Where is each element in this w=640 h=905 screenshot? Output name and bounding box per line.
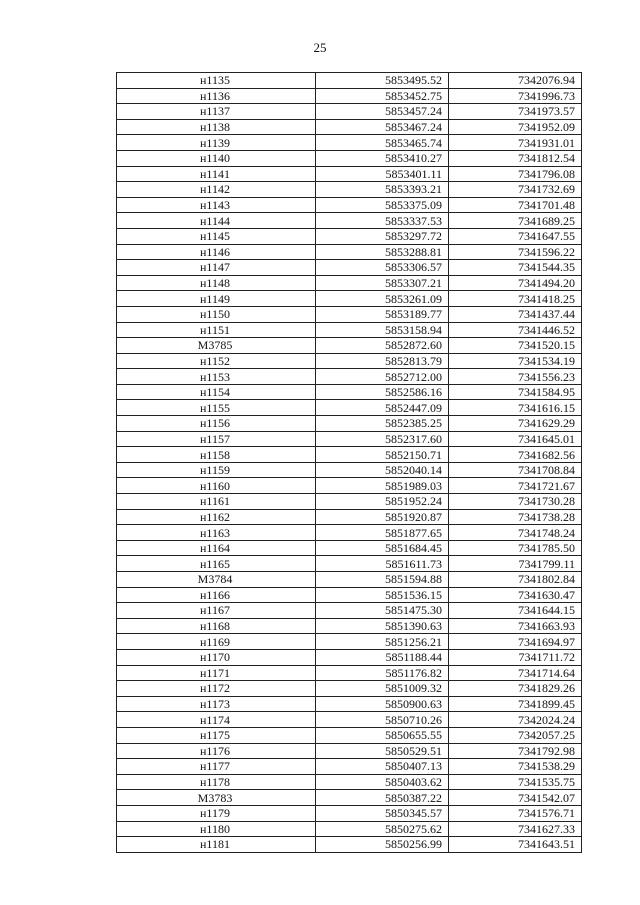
x-coordinate-cell: 5850900.63 [316,696,449,712]
table-row [117,681,582,697]
x-coordinate-cell: 5851009.32 [316,681,449,697]
table-row [117,727,582,743]
x-coordinate-cell: 5851684.45 [316,540,449,556]
y-coordinate-cell: 7341544.35 [449,260,582,276]
table-row [117,774,582,790]
x-coordinate-cell: 5851176.82 [316,665,449,681]
x-coordinate-cell: 5853410.27 [316,150,449,166]
x-coordinate-cell: 5851188.44 [316,649,449,665]
table-row [117,634,582,650]
point-id-cell: М3783 [117,790,316,806]
y-coordinate-cell: 7341645.01 [449,431,582,447]
point-id-cell: н1153 [117,369,316,385]
y-coordinate-cell: 7341785.50 [449,540,582,556]
point-id-cell: н1177 [117,759,316,775]
x-coordinate-cell: 5852040.14 [316,462,449,478]
table-row [117,837,582,853]
y-coordinate-cell: 7341973.57 [449,104,582,120]
x-coordinate-cell: 5853375.09 [316,197,449,213]
y-coordinate-cell: 7341584.95 [449,384,582,400]
table-row [117,166,582,182]
point-id-cell: н1141 [117,166,316,182]
x-coordinate-cell: 5853495.52 [316,73,449,89]
y-coordinate-cell: 7341647.55 [449,228,582,244]
table-row [117,665,582,681]
point-id-cell: н1152 [117,353,316,369]
table-row [117,306,582,322]
table-row [117,556,582,572]
point-id-cell: н1174 [117,712,316,728]
table-row [117,353,582,369]
y-coordinate-cell: 7341689.25 [449,213,582,229]
y-coordinate-cell: 7341576.71 [449,805,582,821]
table-row [117,88,582,104]
point-id-cell: М3785 [117,338,316,354]
x-coordinate-cell: 5850275.62 [316,821,449,837]
point-id-cell: н1172 [117,681,316,697]
point-id-cell: н1145 [117,228,316,244]
point-id-cell: н1171 [117,665,316,681]
table-row [117,275,582,291]
point-id-cell: н1139 [117,135,316,151]
x-coordinate-cell: 5852150.71 [316,447,449,463]
y-coordinate-cell: 7341418.25 [449,291,582,307]
y-coordinate-cell: 7341446.52 [449,322,582,338]
point-id-cell: н1179 [117,805,316,821]
table-row [117,525,582,541]
point-id-cell: н1180 [117,821,316,837]
x-coordinate-cell: 5851877.65 [316,525,449,541]
table-row [117,805,582,821]
table-row [117,228,582,244]
point-id-cell: н1169 [117,634,316,650]
table-row [117,540,582,556]
coordinates-table [116,72,582,853]
point-id-cell: н1137 [117,104,316,120]
table-row [117,322,582,338]
y-coordinate-cell: 7341663.93 [449,618,582,634]
x-coordinate-cell: 5850387.22 [316,790,449,806]
point-id-cell: н1175 [117,727,316,743]
y-coordinate-cell: 7341732.69 [449,182,582,198]
y-coordinate-cell: 7341538.29 [449,759,582,775]
x-coordinate-cell: 5853189.77 [316,306,449,322]
x-coordinate-cell: 5853261.09 [316,291,449,307]
table-row [117,572,582,588]
table-row [117,509,582,525]
y-coordinate-cell: 7341520.15 [449,338,582,354]
table-row [117,587,582,603]
x-coordinate-cell: 5851920.87 [316,509,449,525]
x-coordinate-cell: 5851536.15 [316,587,449,603]
point-id-cell: н1135 [117,73,316,89]
table-row [117,416,582,432]
point-id-cell: н1157 [117,431,316,447]
y-coordinate-cell: 7341437.44 [449,306,582,322]
y-coordinate-cell: 7341711.72 [449,649,582,665]
x-coordinate-cell: 5853337.53 [316,213,449,229]
y-coordinate-cell: 7341708.84 [449,462,582,478]
x-coordinate-cell: 5850655.55 [316,727,449,743]
table-row [117,104,582,120]
point-id-cell: н1147 [117,260,316,276]
x-coordinate-cell: 5851256.21 [316,634,449,650]
x-coordinate-cell: 5853467.24 [316,119,449,135]
x-coordinate-cell: 5852813.79 [316,353,449,369]
y-coordinate-cell: 7341542.07 [449,790,582,806]
x-coordinate-cell: 5851390.63 [316,618,449,634]
y-coordinate-cell: 7342057.25 [449,727,582,743]
table-row [117,260,582,276]
point-id-cell: н1160 [117,478,316,494]
page-number: 25 [313,40,327,55]
table-row [117,73,582,89]
y-coordinate-cell: 7341952.09 [449,119,582,135]
point-id-cell: н1156 [117,416,316,432]
point-id-cell: н1168 [117,618,316,634]
x-coordinate-cell: 5850407.13 [316,759,449,775]
y-coordinate-cell: 7341714.64 [449,665,582,681]
x-coordinate-cell: 5851594.88 [316,572,449,588]
x-coordinate-cell: 5852317.60 [316,431,449,447]
point-id-cell: н1140 [117,150,316,166]
y-coordinate-cell: 7341596.22 [449,244,582,260]
y-coordinate-cell: 7341792.98 [449,743,582,759]
x-coordinate-cell: 5852712.00 [316,369,449,385]
point-id-cell: н1176 [117,743,316,759]
point-id-cell: М3784 [117,572,316,588]
table-row [117,447,582,463]
point-id-cell: н1159 [117,462,316,478]
y-coordinate-cell: 7341682.56 [449,447,582,463]
x-coordinate-cell: 5852872.60 [316,338,449,354]
x-coordinate-cell: 5852447.09 [316,400,449,416]
y-coordinate-cell: 7341630.47 [449,587,582,603]
y-coordinate-cell: 7341802.84 [449,572,582,588]
table-row [117,400,582,416]
point-id-cell: н1167 [117,603,316,619]
table-row [117,743,582,759]
table-row [117,197,582,213]
x-coordinate-cell: 5851475.30 [316,603,449,619]
y-coordinate-cell: 7341627.33 [449,821,582,837]
x-coordinate-cell: 5853158.94 [316,322,449,338]
x-coordinate-cell: 5850256.99 [316,837,449,853]
table-row [117,494,582,510]
point-id-cell: н1166 [117,587,316,603]
table-row [117,150,582,166]
point-id-cell: н1158 [117,447,316,463]
point-id-cell: н1143 [117,197,316,213]
y-coordinate-cell: 7341721.67 [449,478,582,494]
point-id-cell: н1170 [117,649,316,665]
point-id-cell: н1151 [117,322,316,338]
x-coordinate-cell: 5851952.24 [316,494,449,510]
point-id-cell: н1138 [117,119,316,135]
table-row [117,790,582,806]
point-id-cell: н1181 [117,837,316,853]
table-row [117,369,582,385]
y-coordinate-cell: 7341556.23 [449,369,582,385]
x-coordinate-cell: 5853307.21 [316,275,449,291]
x-coordinate-cell: 5852385.25 [316,416,449,432]
y-coordinate-cell: 7342024.24 [449,712,582,728]
y-coordinate-cell: 7341494.20 [449,275,582,291]
table-row [117,462,582,478]
x-coordinate-cell: 5853393.21 [316,182,449,198]
point-id-cell: н1136 [117,88,316,104]
point-id-cell: н1173 [117,696,316,712]
point-id-cell: н1178 [117,774,316,790]
table-row [117,135,582,151]
y-coordinate-cell: 7341701.48 [449,197,582,213]
table-row [117,182,582,198]
x-coordinate-cell: 5853306.57 [316,260,449,276]
table-row [117,431,582,447]
x-coordinate-cell: 5853465.74 [316,135,449,151]
y-coordinate-cell: 7341899.45 [449,696,582,712]
x-coordinate-cell: 5853288.81 [316,244,449,260]
x-coordinate-cell: 5853401.11 [316,166,449,182]
point-id-cell: н1162 [117,509,316,525]
table-row [117,821,582,837]
point-id-cell: н1144 [117,213,316,229]
y-coordinate-cell: 7341644.15 [449,603,582,619]
y-coordinate-cell: 7341629.29 [449,416,582,432]
y-coordinate-cell: 7341616.15 [449,400,582,416]
y-coordinate-cell: 7341730.28 [449,494,582,510]
coordinates-table-body [117,73,582,853]
point-id-cell: н1142 [117,182,316,198]
point-id-cell: н1155 [117,400,316,416]
y-coordinate-cell: 7341829.26 [449,681,582,697]
point-id-cell: н1161 [117,494,316,510]
table-row [117,338,582,354]
x-coordinate-cell: 5850529.51 [316,743,449,759]
point-id-cell: н1164 [117,540,316,556]
x-coordinate-cell: 5850710.26 [316,712,449,728]
point-id-cell: н1146 [117,244,316,260]
x-coordinate-cell: 5853452.75 [316,88,449,104]
y-coordinate-cell: 7341799.11 [449,556,582,572]
table-row [117,478,582,494]
point-id-cell: н1163 [117,525,316,541]
y-coordinate-cell: 7341535.75 [449,774,582,790]
table-row [117,213,582,229]
table-row [117,696,582,712]
y-coordinate-cell: 7341748.24 [449,525,582,541]
x-coordinate-cell: 5850403.62 [316,774,449,790]
table-row [117,291,582,307]
table-row [117,384,582,400]
point-id-cell: н1148 [117,275,316,291]
x-coordinate-cell: 5851611.73 [316,556,449,572]
y-coordinate-cell: 7341812.54 [449,150,582,166]
point-id-cell: н1150 [117,306,316,322]
y-coordinate-cell: 7341931.01 [449,135,582,151]
x-coordinate-cell: 5853297.72 [316,228,449,244]
table-row [117,712,582,728]
y-coordinate-cell: 7341996.73 [449,88,582,104]
y-coordinate-cell: 7342076.94 [449,73,582,89]
x-coordinate-cell: 5853457.24 [316,104,449,120]
point-id-cell: н1154 [117,384,316,400]
y-coordinate-cell: 7341534.19 [449,353,582,369]
table-row [117,603,582,619]
y-coordinate-cell: 7341796.08 [449,166,582,182]
table-row [117,649,582,665]
x-coordinate-cell: 5852586.16 [316,384,449,400]
point-id-cell: н1149 [117,291,316,307]
y-coordinate-cell: 7341694.97 [449,634,582,650]
point-id-cell: н1165 [117,556,316,572]
table-row [117,618,582,634]
table-row [117,119,582,135]
table-row [117,244,582,260]
y-coordinate-cell: 7341738.28 [449,509,582,525]
table-row [117,759,582,775]
x-coordinate-cell: 5850345.57 [316,805,449,821]
x-coordinate-cell: 5851989.03 [316,478,449,494]
y-coordinate-cell: 7341643.51 [449,837,582,853]
